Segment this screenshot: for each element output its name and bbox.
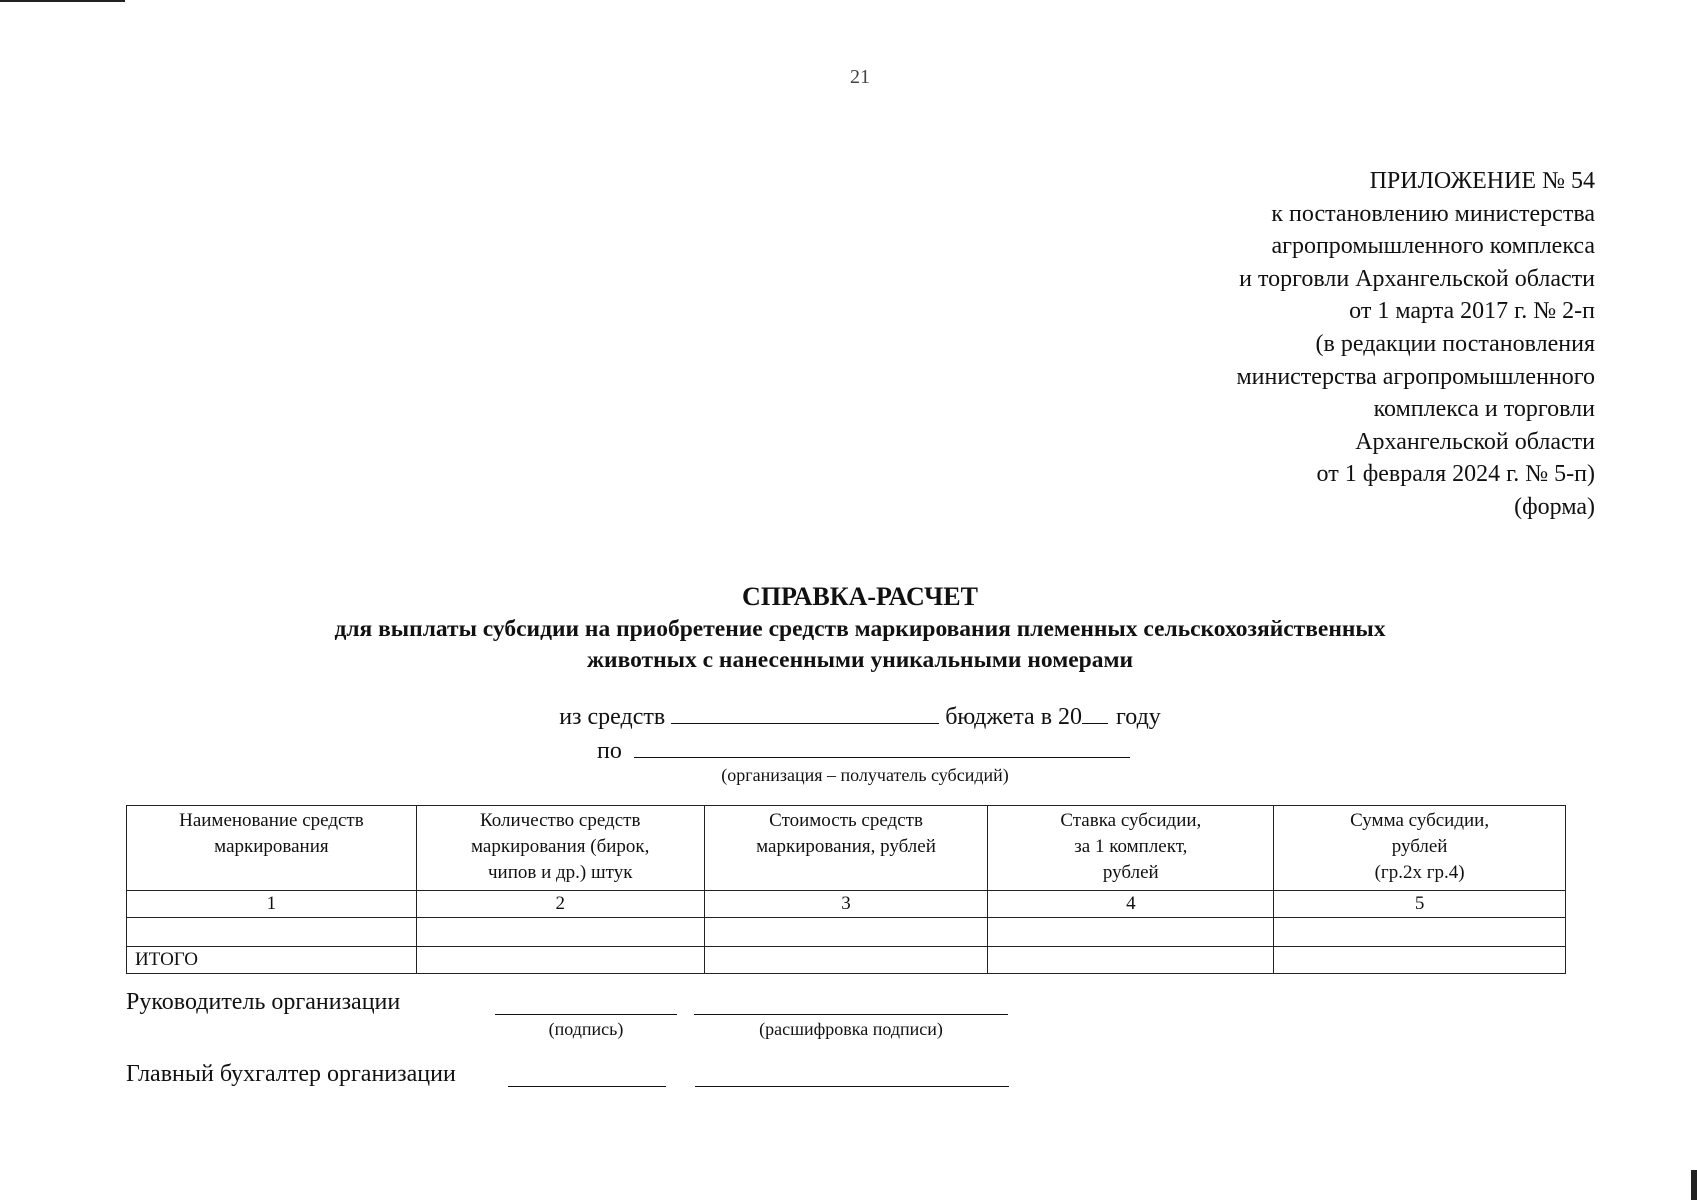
appendix-line: ПРИЛОЖЕНИЕ № 54 (1369, 168, 1595, 194)
appendix-line: министерства агропромышленного (1236, 363, 1595, 390)
appendix-line: от 1 марта 2017 г. № 2-п (1349, 298, 1595, 325)
accountant-signature-label: Главный бухгалтер организации (126, 1061, 456, 1087)
column-number: 2 (416, 891, 704, 918)
organization-prefix: по (597, 738, 622, 764)
head-name-blank[interactable] (694, 1013, 1008, 1015)
budget-name-blank[interactable] (671, 701, 939, 724)
title-subtitle-line: животных с нанесенными уникальными номерами (587, 647, 1133, 673)
column-number-row (127, 891, 1566, 918)
budget-suffix: году (1116, 704, 1161, 730)
column-header-name: Наименование средств маркирования (127, 806, 417, 891)
name-caption: (расшифровка подписи) (759, 1019, 943, 1039)
organization-line (597, 735, 1136, 765)
appendix-line: Архангельской области (1355, 428, 1595, 455)
calculation-table (126, 805, 1566, 974)
table-cell[interactable] (1274, 918, 1566, 947)
appendix-line: комплекса и торговли (1373, 396, 1595, 423)
appendix-line: (в редакции постановления (1315, 330, 1595, 357)
signature-caption: (подпись) (548, 1019, 624, 1039)
head-signature-blank[interactable] (495, 1013, 677, 1015)
column-number: 1 (127, 891, 417, 918)
table-cell[interactable] (416, 947, 704, 974)
table-cell[interactable] (1274, 947, 1566, 974)
title-subtitle-line: для выплаты субсидии на приобретение средств маркирования племенных сельскохозяйственных (334, 616, 1386, 642)
year-blank[interactable] (1082, 701, 1108, 724)
organization-caption: (организация – получатель субсидий) (721, 765, 1009, 785)
budget-source-line (0, 701, 1697, 731)
column-header-rate: Ставка субсидии, за 1 комплект, рублей (988, 806, 1274, 891)
appendix-line: агропромышленного комплекса (1271, 233, 1595, 260)
table-cell[interactable] (127, 918, 417, 947)
table-cell[interactable] (704, 947, 988, 974)
budget-prefix: из средств (559, 704, 666, 730)
total-label: ИТОГО (127, 947, 417, 974)
appendix-form-label: (форма) (1514, 493, 1595, 520)
document-title (0, 580, 1697, 676)
column-number: 4 (988, 891, 1274, 918)
table-cell[interactable] (988, 918, 1274, 947)
table-cell[interactable] (704, 918, 988, 947)
title-main: СПРАВКА-РАСЧЕТ (742, 582, 978, 611)
head-signature-label: Руководитель организации (126, 989, 401, 1015)
column-number: 3 (704, 891, 988, 918)
scan-edge-mark (0, 0, 125, 2)
table-cell[interactable] (988, 947, 1274, 974)
scan-edge-mark (1691, 1170, 1697, 1200)
organization-blank[interactable] (634, 735, 1130, 758)
table-header-row (127, 806, 1566, 891)
accountant-signature-blank[interactable] (508, 1085, 666, 1087)
appendix-line: и торговли Архангельской области (1239, 265, 1595, 292)
total-row (127, 947, 1566, 974)
accountant-name-blank[interactable] (695, 1085, 1009, 1087)
column-header-sum: Сумма субсидии, рублей (гр.2х гр.4) (1274, 806, 1566, 891)
table-cell[interactable] (416, 918, 704, 947)
page-number: 21 (850, 66, 870, 88)
column-number: 5 (1274, 891, 1566, 918)
column-header-cost: Стоимость средств маркирования, рублей (704, 806, 988, 891)
appendix-line: от 1 февраля 2024 г. № 5-п) (1316, 461, 1595, 488)
column-header-quantity: Количество средств маркирования (бирок, чипов и др.) штук (416, 806, 704, 891)
table-row (127, 918, 1566, 947)
budget-middle: бюджета в 20 (945, 704, 1083, 730)
appendix-line: к постановлению министерства (1271, 200, 1595, 227)
appendix-header (1236, 165, 1595, 524)
